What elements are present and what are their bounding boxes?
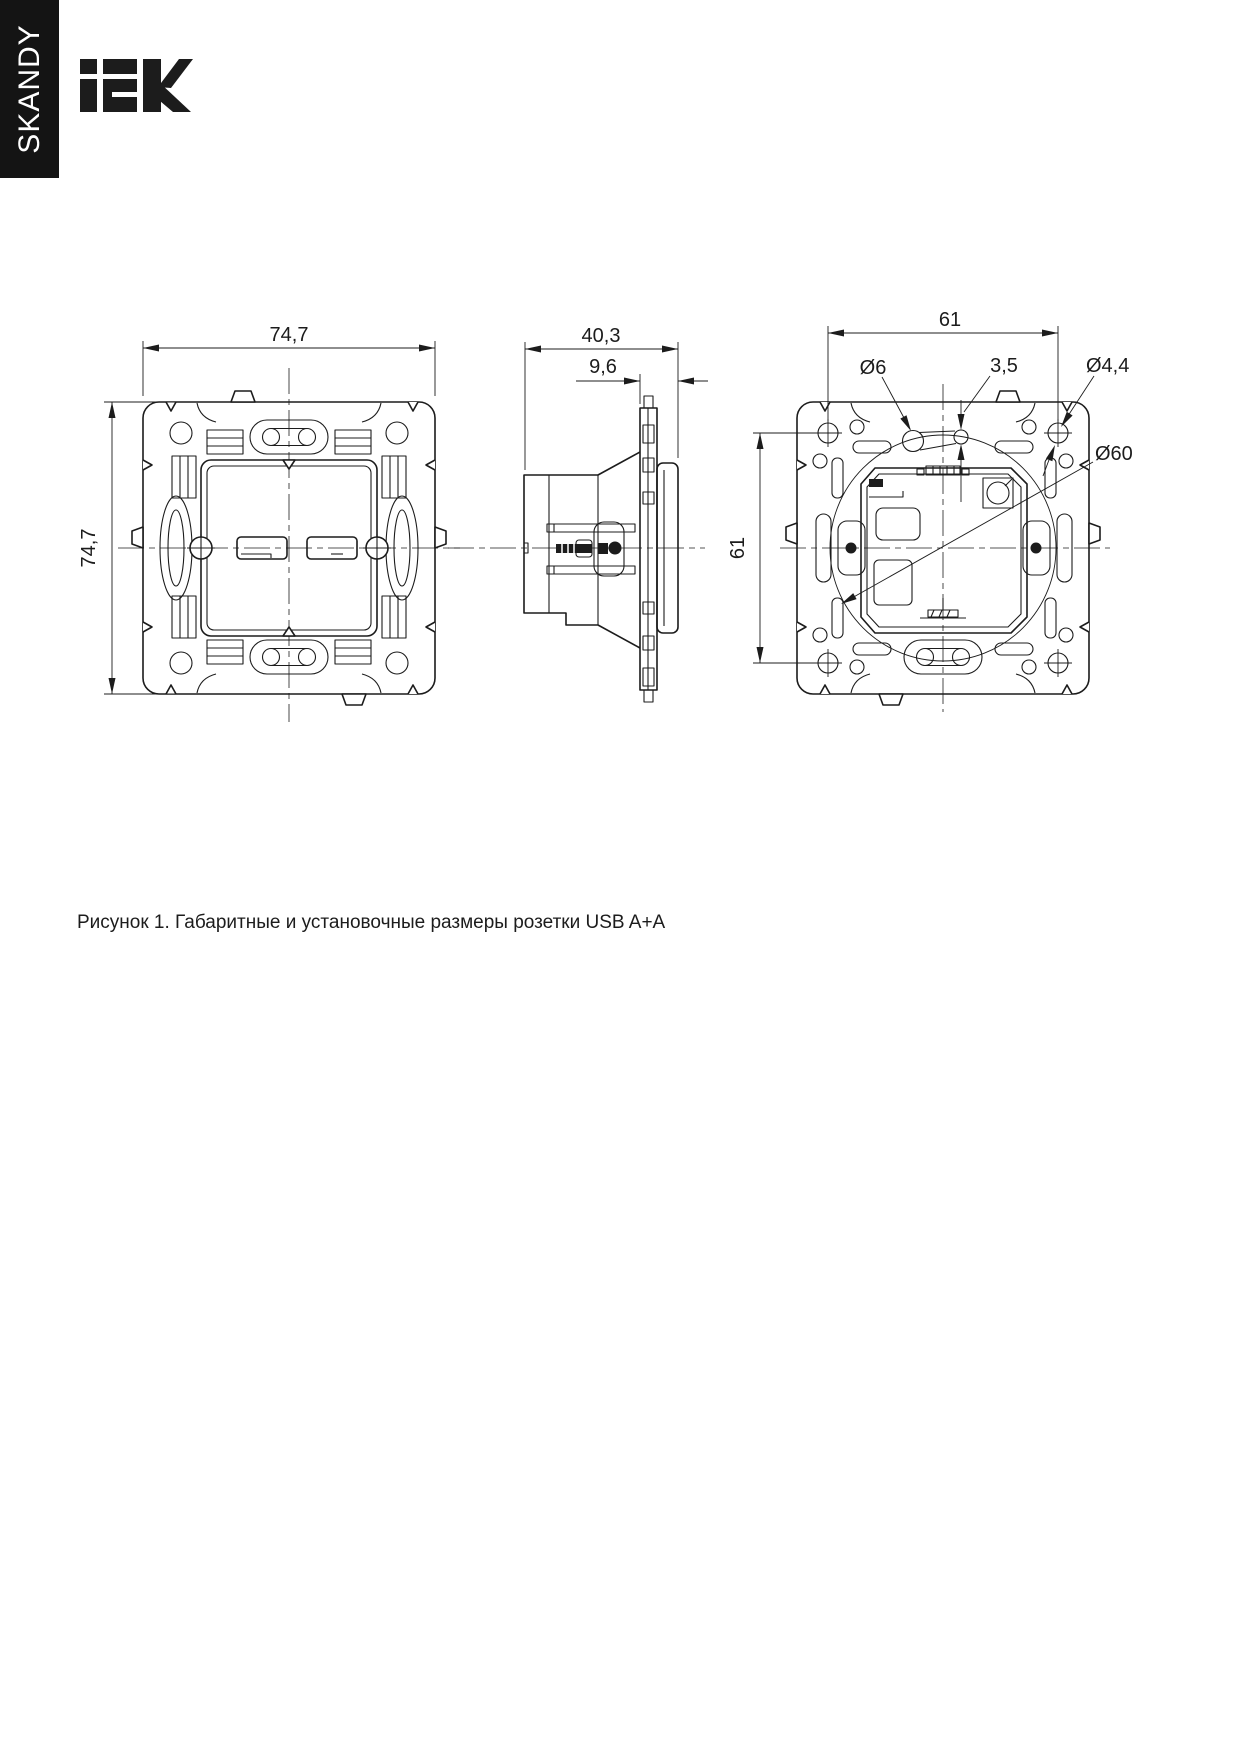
- dim-slot-width: [958, 355, 1018, 502]
- back-keyhole-slot: [903, 430, 969, 452]
- dim-hole-dia: [860, 357, 911, 431]
- front-view: [78, 324, 460, 722]
- figure-caption: Рисунок 1. Габаритные и установочные размеры розетки USB A+A: [77, 912, 666, 933]
- dim-side-front-depth: [576, 356, 708, 404]
- back-mechanism-box: [861, 466, 1027, 633]
- dim-side-front-depth-label: 9,6: [589, 356, 617, 378]
- dim-front-width-label: 74,7: [269, 324, 309, 346]
- dim-mount-circle-dia-label: Ø60: [1095, 443, 1133, 465]
- back-view: [727, 309, 1133, 712]
- back-claws: [816, 514, 1072, 582]
- side-body: [524, 452, 640, 648]
- dim-fixing-hole-dia-label: Ø4,4: [1086, 355, 1130, 377]
- dim-front-height-label: 74,7: [78, 528, 100, 568]
- dim-side-depth: [525, 325, 678, 470]
- dim-back-width-label: 61: [938, 309, 962, 331]
- dim-slot-width-label: 3,5: [990, 355, 1018, 377]
- side-flange: [640, 396, 657, 702]
- series-label: SKANDY: [12, 24, 46, 154]
- dim-side-depth-label: 40,3: [581, 325, 621, 347]
- dim-hole-dia-label: Ø6: [859, 357, 887, 379]
- dim-back-height-label: 61: [727, 536, 749, 560]
- side-view: [448, 325, 708, 702]
